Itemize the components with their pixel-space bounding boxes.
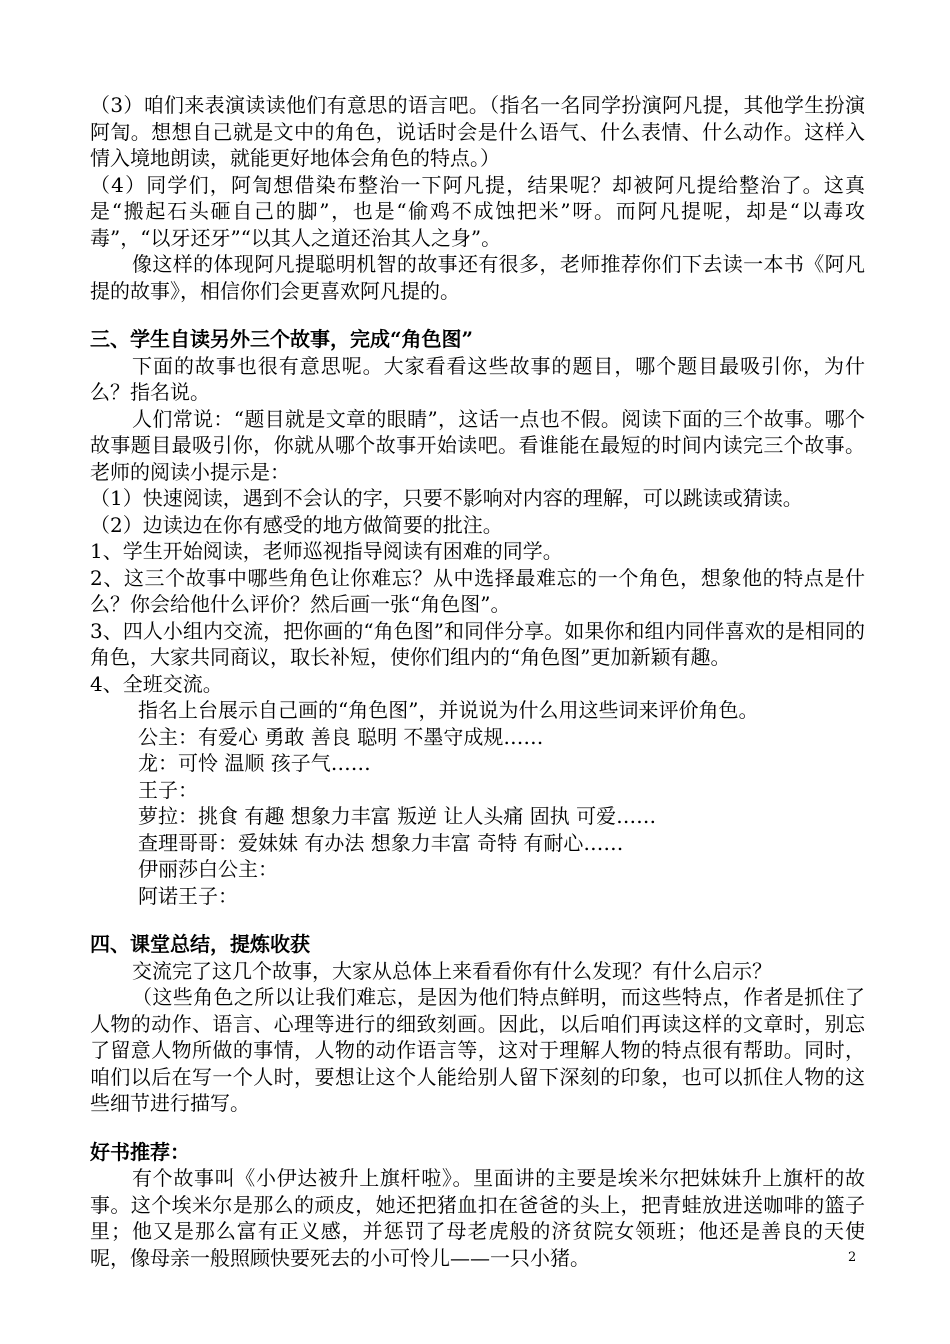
- step-4-note: 指名上台展示自己画的“角色图”，并说说为什么用这些词来评价角色。: [138, 698, 759, 722]
- paragraph-intro-2: 人们常说：“题目就是文章的眼睛”，这话一点也不假。阅读下面的三个故事。哪个故事题目最吸引你，你就从哪个故事开始读吧。看谁能在最短的时间内读完三个故事。老师的阅读小提示是：: [90, 406, 865, 484]
- spacer: [90, 909, 865, 931]
- paragraph-conclusion-2: （这些角色之所以让我们难忘，是因为他们特点鲜明，而这些特点，作者是抓住了人物的动作、语言、心理等进行的细致刻画。因此，以后咱们再读这样的文章时，别忘了留意人物所做的事情，人物的动作语言等，这对于理解人物的特点很有帮助。同时，咱们以后在写一个人时，要想让这个人能给别人留下深刻的印象，也可以抓住人物的这些细节进行描写。: [90, 985, 865, 1115]
- page-number: 2: [848, 1250, 857, 1265]
- step-4: 4、全班交流。: [90, 671, 223, 696]
- role-line: 王子：: [138, 777, 198, 802]
- document-page: [90, 92, 865, 1271]
- paragraph-read-aloud: （3）咱们来表演读读他们有意思的语言吧。（指名一名同学扮演阿凡提，其他学生扮演阿訇。想想自己就是文中的角色，说话时会是什么语气、什么表情、什么动作。这样入情入境地朗读，就能更好地体会角色的特点。）: [90, 93, 865, 170]
- role-line: 阿诺王子：: [138, 883, 238, 908]
- role-line: 萝拉：挑食 有趣 想象力丰富 叛逆 让人头痛 固执 可爱……: [138, 804, 657, 828]
- role-line: 公主：有爱心 勇敢 善良 聪明 不墨守成规……: [138, 724, 544, 749]
- role-line: 伊丽莎白公主：: [138, 857, 278, 881]
- step-3: 3、四人小组内交流，把你画的“角色图”和同伴分享。如果你和组内同伴喜欢的是相同的角色，大家共同商议，取长补短，使你们组内的“角色图”更加新颖有趣。: [90, 618, 865, 669]
- paragraph-recommend: 有个故事叫《小伊达被升上旗杆啦》。里面讲的主要是埃米尔把妹妹升上旗杆的故事。这个埃米尔是那么的顽皮，她还把猪血扣在爸爸的头上，把青蛙放进送咖啡的篮子里；他又是那么富有正义感，并惩罚了母老虎般的济贫院女领班；他还是善良的天使呢，像母亲一般照顾快要死去的小可怜儿——一只小猪。: [90, 1166, 865, 1270]
- paragraph-book-recommend-afanti: 像这样的体现阿凡提聪明机智的故事还有很多，老师推荐你们下去读一本书《阿凡提的故事》，相信你们会更喜欢阿凡提的。: [90, 252, 865, 303]
- reading-tip-1: （1）快速阅读，遇到不会认的字，只要不影响对内容的理解，可以跳读或猜读。: [90, 486, 803, 510]
- recommend-heading: 好书推荐：: [90, 1139, 190, 1164]
- spacer: [90, 304, 865, 326]
- section-heading-4: 四、课堂总结，提炼收获: [90, 932, 310, 956]
- section-heading-3: 三、学生自读另外三个故事，完成“角色图”: [90, 327, 474, 351]
- reading-tip-2: （2）边读边在你有感受的地方做简要的批注。: [90, 512, 503, 537]
- role-line: 查理哥哥：爱妹妹 有办法 想象力丰富 奇特 有耐心……: [138, 830, 624, 855]
- paragraph-intro-1: 下面的故事也很有意思呢。大家看看这些故事的题目，哪个题目最吸引你，为什么？指名说。: [90, 353, 865, 404]
- spacer: [90, 1117, 865, 1139]
- paragraph-conclusion-1: 交流完了这几个故事，大家从总体上来看看你有什么发现？有什么启示？: [132, 958, 772, 983]
- step-1: 1、学生开始阅读，老师巡视指导阅读有困难的同学。: [90, 539, 563, 563]
- paragraph-summary-afanti: （4）同学们，阿訇想借染布整治一下阿凡提，结果呢？却被阿凡提给整治了。这真是“搬起石头砸自己的脚”，也是“偷鸡不成蚀把米”呀。而阿凡提呢，却是“以毒攻毒”，“以牙还牙”“以其人之道还治其人之身”。: [90, 172, 865, 250]
- role-line: 龙：可怜 温顺 孩子气……: [138, 751, 371, 775]
- step-2: 2、这三个故事中哪些角色让你难忘？从中选择最难忘的一个角色，想象他的特点是什么？你会给他什么评价？然后画一张“角色图”。: [90, 565, 865, 616]
